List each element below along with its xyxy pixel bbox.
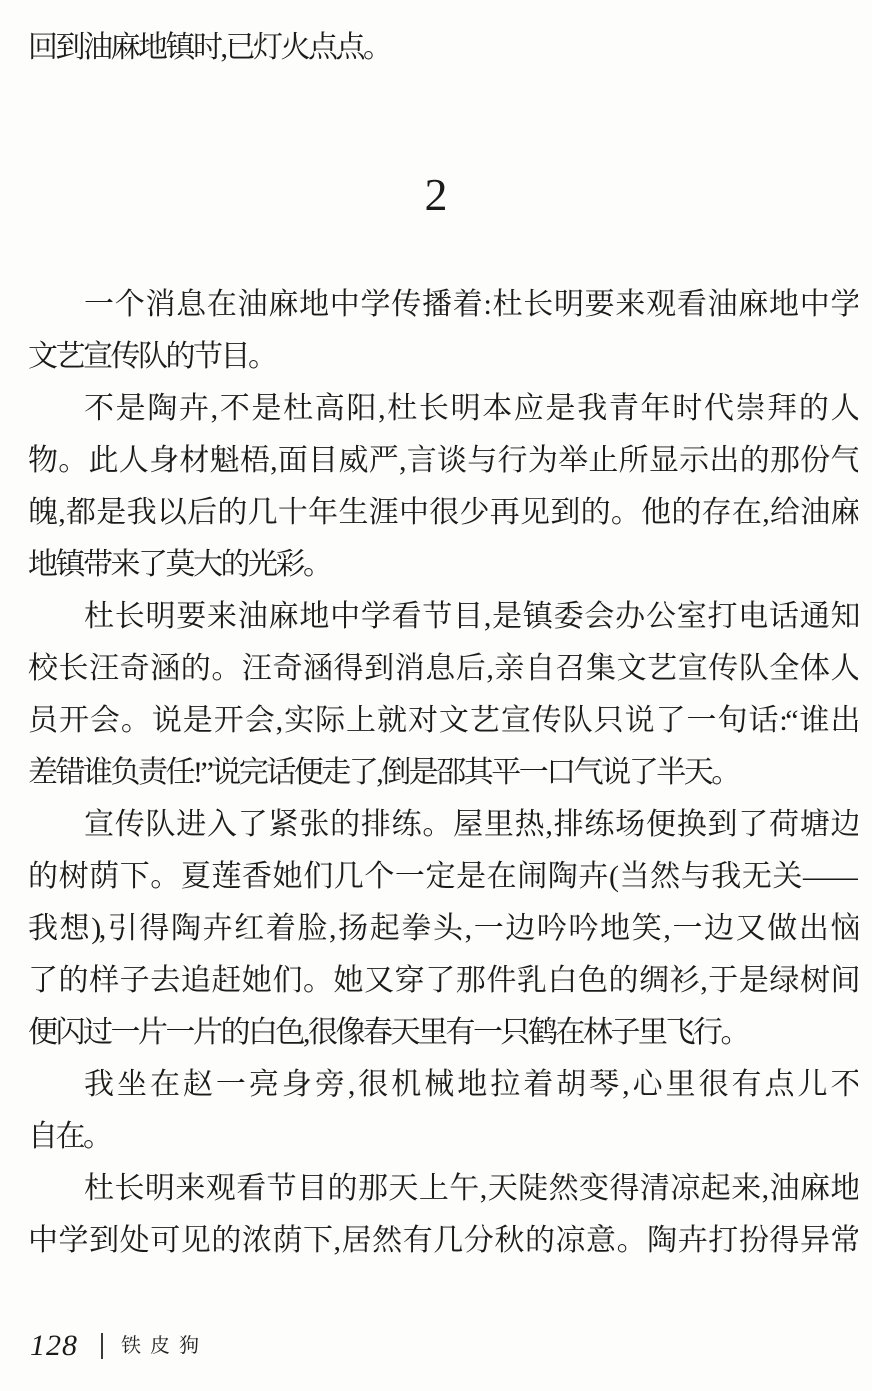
text-line: 的树荫下。夏莲香她们几个一定是在闹陶卉(当然与我无关—— <box>28 860 858 893</box>
text-line: 我坐在赵一亮身旁,很机械地拉着胡琴,心里很有点儿不 <box>84 1068 858 1101</box>
text-line: 中学到处可见的浓荫下,居然有几分秋的凉意。陶卉打扮得异常 <box>28 1224 858 1257</box>
book-title: 铁皮狗 <box>121 1335 208 1357</box>
text-line: 自在。 <box>28 1120 111 1153</box>
footer-divider <box>101 1333 103 1359</box>
text-line: 便闪过一片一片的白色,很像春天里有一只鹤在林子里飞行。 <box>28 1016 748 1049</box>
text-line: 了的样子去追赶她们。她又穿了那件乳白色的绸衫,于是绿树间 <box>28 964 858 997</box>
text-line: 差错谁负责任!”说完话便走了,倒是邵其平一口气说了半天。 <box>28 756 739 789</box>
text-line: 校长汪奇涵的。汪奇涵得到消息后,亲自召集文艺宣传队全体人 <box>28 652 858 685</box>
text-line: 魄,都是我以后的几十年生涯中很少再见到的。他的存在,给油麻 <box>28 496 858 529</box>
paragraph-continuation-line: 回到油麻地镇时,已灯火点点。 <box>28 31 391 64</box>
text-line: 杜长明要来油麻地中学看节目,是镇委会办公室打电话通知 <box>84 600 858 633</box>
text-line: 不是陶卉,不是杜高阳,杜长明本应是我青年时代崇拜的人 <box>84 392 858 425</box>
text-line: 文艺宣传队的节目。 <box>28 340 276 373</box>
body-text <box>28 279 858 1267</box>
text-line: 一个消息在油麻地中学传播着:杜长明要来观看油麻地中学 <box>84 288 858 321</box>
text-line: 员开会。说是开会,实际上就对文艺宣传队只说了一句话:“谁出 <box>28 704 858 737</box>
page-number: 128 <box>30 1329 78 1362</box>
text-line: 宣传队进入了紧张的排练。屋里热,排练场便换到了荷塘边 <box>84 808 858 841</box>
text-line: 我想),引得陶卉红着脸,扬起拳头,一边吟吟地笑,一边又做出恼 <box>28 912 858 945</box>
section-number: 2 <box>424 169 448 220</box>
text-line: 地镇带来了莫大的光彩。 <box>28 548 331 581</box>
page-footer <box>30 1330 208 1362</box>
text-line: 物。此人身材魁梧,面目威严,言谈与行为举止所显示出的那份气 <box>28 444 858 477</box>
text-line: 杜长明来观看节目的那天上午,天陡然变得清凉起来,油麻地 <box>84 1172 858 1205</box>
